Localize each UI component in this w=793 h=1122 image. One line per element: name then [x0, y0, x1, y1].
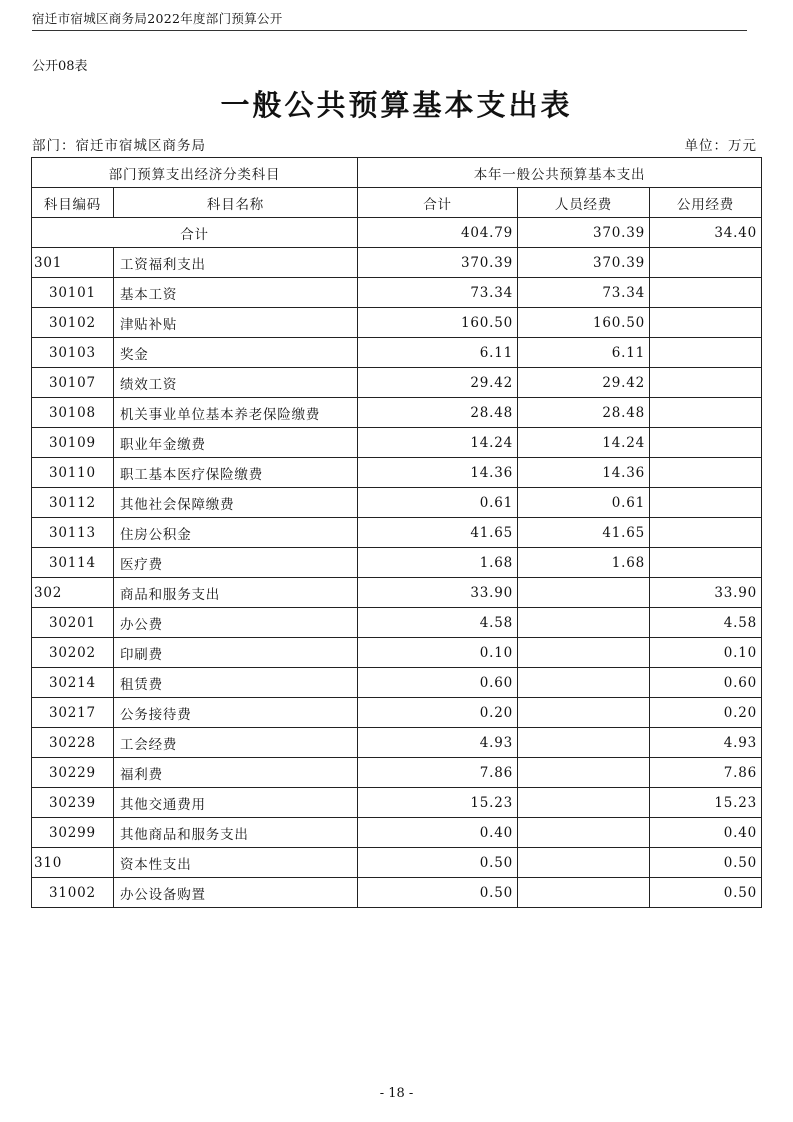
row-name: 其他社会保障缴费 — [114, 488, 358, 518]
row-total: 28.48 — [358, 398, 518, 428]
row-code: 31002 — [32, 878, 114, 908]
row-code: 30229 — [32, 758, 114, 788]
row-personnel: 0.61 — [518, 488, 650, 518]
table-row — [32, 368, 762, 398]
row-code: 310 — [32, 848, 114, 878]
row-name: 其他商品和服务支出 — [114, 818, 358, 848]
row-total: 0.50 — [358, 848, 518, 878]
table-row — [32, 488, 762, 518]
row-public — [650, 338, 762, 368]
row-name: 奖金 — [114, 338, 358, 368]
row-name: 福利费 — [114, 758, 358, 788]
page-title: 一般公共预算基本支出表 — [220, 88, 573, 122]
group-header-row — [32, 158, 762, 188]
row-total: 0.50 — [358, 878, 518, 908]
row-name: 机关事业单位基本养老保险缴费 — [114, 398, 358, 428]
row-personnel: 160.50 — [518, 308, 650, 338]
table-row — [32, 518, 762, 548]
row-personnel — [518, 788, 650, 818]
row-personnel — [518, 728, 650, 758]
row-total: 0.40 — [358, 818, 518, 848]
page-number: - 18 - — [379, 1086, 414, 1101]
row-name: 公务接待费 — [114, 698, 358, 728]
group-header-classification: 部门预算支出经济分类科目 — [32, 158, 358, 188]
row-personnel — [518, 758, 650, 788]
row-name: 职业年金缴费 — [114, 428, 358, 458]
row-total: 14.24 — [358, 428, 518, 458]
column-header-row — [32, 188, 762, 218]
row-public: 0.10 — [650, 638, 762, 668]
row-public: 4.58 — [650, 608, 762, 638]
table-row — [32, 728, 762, 758]
row-total: 14.36 — [358, 458, 518, 488]
row-personnel — [518, 818, 650, 848]
column-header-personnel: 人员经费 — [518, 188, 650, 218]
row-code: 30103 — [32, 338, 114, 368]
row-total: 0.10 — [358, 638, 518, 668]
table-row — [32, 638, 762, 668]
row-code: 30217 — [32, 698, 114, 728]
row-personnel — [518, 848, 650, 878]
row-public: 0.60 — [650, 668, 762, 698]
row-total: 0.61 — [358, 488, 518, 518]
row-name: 租赁费 — [114, 668, 358, 698]
row-name: 职工基本医疗保险缴费 — [114, 458, 358, 488]
row-personnel — [518, 578, 650, 608]
table-row — [32, 458, 762, 488]
column-header-code: 科目编码 — [32, 188, 114, 218]
row-public — [650, 518, 762, 548]
row-public: 15.23 — [650, 788, 762, 818]
row-personnel — [518, 668, 650, 698]
row-code: 30107 — [32, 368, 114, 398]
row-total: 73.34 — [358, 278, 518, 308]
total-row-label: 合计 — [32, 218, 358, 248]
row-total: 1.68 — [358, 548, 518, 578]
row-public: 0.50 — [650, 848, 762, 878]
row-public: 0.40 — [650, 818, 762, 848]
department-label: 部门：宿迁市宿城区商务局 — [32, 138, 206, 154]
total-row-personnel: 370.39 — [518, 218, 650, 248]
row-code: 30101 — [32, 278, 114, 308]
table-row — [32, 608, 762, 638]
table-row — [32, 248, 762, 278]
row-public — [650, 278, 762, 308]
running-header: 宿迁市宿城区商务局2022年度部门预算公开 — [32, 9, 747, 31]
row-name: 其他交通费用 — [114, 788, 358, 818]
table-row — [32, 788, 762, 818]
row-public — [650, 458, 762, 488]
row-name: 办公设备购置 — [114, 878, 358, 908]
budget-table — [31, 157, 762, 908]
row-total: 15.23 — [358, 788, 518, 818]
row-public — [650, 248, 762, 278]
row-code: 30102 — [32, 308, 114, 338]
row-total: 6.11 — [358, 338, 518, 368]
row-public — [650, 548, 762, 578]
row-code: 30214 — [32, 668, 114, 698]
row-code: 30109 — [32, 428, 114, 458]
row-personnel: 29.42 — [518, 368, 650, 398]
row-total: 0.60 — [358, 668, 518, 698]
row-name: 津贴补贴 — [114, 308, 358, 338]
group-header-basic-expenditure: 本年一般公共预算基本支出 — [358, 158, 762, 188]
total-row-public: 34.40 — [650, 218, 762, 248]
row-name: 办公费 — [114, 608, 358, 638]
row-code: 30228 — [32, 728, 114, 758]
row-personnel: 14.24 — [518, 428, 650, 458]
row-total: 4.58 — [358, 608, 518, 638]
row-name: 资本性支出 — [114, 848, 358, 878]
row-personnel — [518, 608, 650, 638]
row-public — [650, 428, 762, 458]
column-header-name: 科目名称 — [114, 188, 358, 218]
table-row — [32, 338, 762, 368]
table-row — [32, 398, 762, 428]
row-total: 41.65 — [358, 518, 518, 548]
table-row — [32, 278, 762, 308]
row-public — [650, 368, 762, 398]
row-name: 住房公积金 — [114, 518, 358, 548]
table-row — [32, 578, 762, 608]
row-personnel: 1.68 — [518, 548, 650, 578]
unit-label: 单位：万元 — [684, 138, 757, 154]
row-code: 30110 — [32, 458, 114, 488]
row-name: 工资福利支出 — [114, 248, 358, 278]
table-row — [32, 758, 762, 788]
row-public: 4.93 — [650, 728, 762, 758]
table-row — [32, 848, 762, 878]
row-name: 绩效工资 — [114, 368, 358, 398]
column-header-public: 公用经费 — [650, 188, 762, 218]
row-code: 30299 — [32, 818, 114, 848]
table-row — [32, 548, 762, 578]
row-personnel: 14.36 — [518, 458, 650, 488]
row-total: 7.86 — [358, 758, 518, 788]
row-total: 4.93 — [358, 728, 518, 758]
row-personnel — [518, 878, 650, 908]
row-public: 0.20 — [650, 698, 762, 728]
row-total: 370.39 — [358, 248, 518, 278]
row-public — [650, 308, 762, 338]
row-total: 160.50 — [358, 308, 518, 338]
table-row — [32, 698, 762, 728]
row-personnel — [518, 698, 650, 728]
row-public — [650, 398, 762, 428]
row-code: 30201 — [32, 608, 114, 638]
row-code: 30113 — [32, 518, 114, 548]
row-code: 30114 — [32, 548, 114, 578]
row-public: 7.86 — [650, 758, 762, 788]
column-header-total: 合计 — [358, 188, 518, 218]
row-total: 0.20 — [358, 698, 518, 728]
row-public: 33.90 — [650, 578, 762, 608]
row-name: 工会经费 — [114, 728, 358, 758]
row-name: 印刷费 — [114, 638, 358, 668]
row-personnel — [518, 638, 650, 668]
row-code: 30112 — [32, 488, 114, 518]
row-name: 医疗费 — [114, 548, 358, 578]
total-row-total: 404.79 — [358, 218, 518, 248]
row-personnel: 41.65 — [518, 518, 650, 548]
table-row — [32, 818, 762, 848]
row-personnel: 6.11 — [518, 338, 650, 368]
row-total: 33.90 — [358, 578, 518, 608]
table-row — [32, 668, 762, 698]
row-personnel: 370.39 — [518, 248, 650, 278]
table-row — [32, 308, 762, 338]
row-public — [650, 488, 762, 518]
row-code: 30202 — [32, 638, 114, 668]
row-total: 29.42 — [358, 368, 518, 398]
row-code: 30108 — [32, 398, 114, 428]
total-row — [32, 218, 762, 248]
table-row — [32, 878, 762, 908]
table-body — [32, 218, 762, 908]
form-code: 公开08表 — [32, 59, 88, 74]
row-code: 302 — [32, 578, 114, 608]
row-personnel: 28.48 — [518, 398, 650, 428]
row-name: 商品和服务支出 — [114, 578, 358, 608]
row-code: 301 — [32, 248, 114, 278]
row-name: 基本工资 — [114, 278, 358, 308]
table-row — [32, 428, 762, 458]
row-public: 0.50 — [650, 878, 762, 908]
row-personnel: 73.34 — [518, 278, 650, 308]
row-code: 30239 — [32, 788, 114, 818]
